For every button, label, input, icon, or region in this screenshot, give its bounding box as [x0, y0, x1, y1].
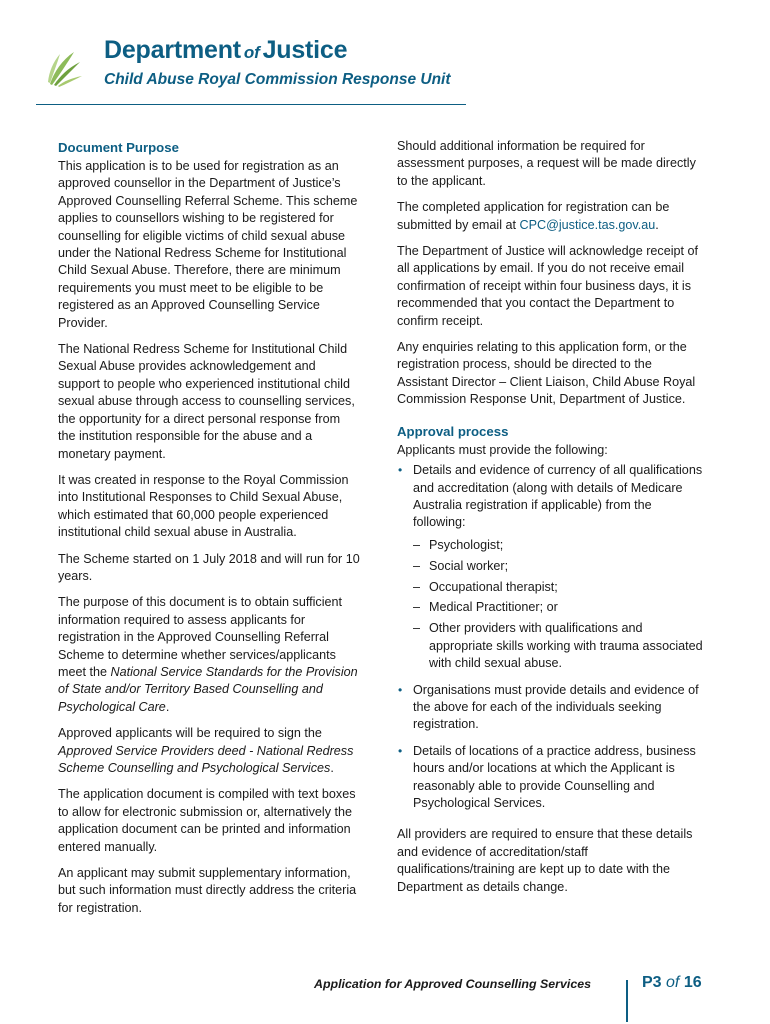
- dash-icon: –: [413, 579, 421, 594]
- submission-paragraph: The completed application for registration can be submitted by email at CPC@justice.tas.gov.au.: [397, 200, 670, 232]
- purpose-paragraph-7: The application document is compiled with text boxes to allow for electronic submission or, alternatively the application document can be printed and information entered manually.: [58, 787, 356, 854]
- list-item: • Details and evidence of currency of all qualifications and accreditation (along with details of Medicare Australia registration if applicable) from the following: – Psychologist; – Social worker; – Occupational therapist; – Medical Practitioner; or – Other providers with qualifications and appropriate skills working with trauma associated with child sexual abuse.: [397, 462, 704, 672]
- left-column: [58, 138, 360, 926]
- closing-paragraph: All providers are required to ensure that these details and evidence of accreditation/staff qualifications/training are kept up to date with the Department as details change.: [397, 827, 693, 894]
- purpose-paragraph-6: Approved applicants will be required to sign the Approved Service Providers deed - National Redress Scheme Counselling and Psychological Services.: [58, 726, 354, 775]
- purpose-paragraph-8: An applicant may submit supplementary information, but such information must directly address the criteria for registration.: [58, 866, 357, 915]
- right-column: [397, 138, 704, 905]
- list-item: – Social worker;: [413, 558, 704, 575]
- purpose-paragraph-4: The Scheme started on 1 July 2018 and will run for 10 years.: [58, 551, 360, 583]
- purpose-paragraph-2: The National Redress Scheme for Institutional Child Sexual Abuse provides acknowledgement and support to people who experienced institutional child sexual abuse through access to counselling services, the opportunity for a direct personal response from the institution responsible for the abuse and a monetary payment.: [58, 342, 355, 461]
- dash-icon: –: [413, 600, 421, 615]
- header-divider: [36, 104, 466, 105]
- approval-intro: Applicants must provide the following:: [397, 442, 608, 457]
- email-link[interactable]: CPC@justice.tas.gov.au: [519, 217, 656, 232]
- list-item: • Organisations must provide details and evidence of the above for each of the individuals seeking registration.: [398, 682, 699, 732]
- list-item: • Details of locations of a practice address, business hours and/or locations at which the Applicant is reasonably able to provide Counselling and Psychological Services.: [398, 743, 696, 810]
- bullet-icon: •: [398, 682, 403, 697]
- list-item: – Psychologist;: [413, 537, 704, 554]
- approval-process-heading: Approval process: [397, 423, 509, 439]
- enquiries-paragraph: Any enquiries relating to this application form, or the registration process, should be directed to the Assistant Director – Client Liaison, Child Abuse Royal Commission Response Unit, Department of Justice.: [397, 340, 696, 407]
- bullet-icon: •: [398, 743, 403, 758]
- document-purpose-heading: Document Purpose: [58, 140, 179, 155]
- dash-icon: –: [413, 558, 421, 573]
- provider-types-list: [413, 537, 704, 673]
- list-item: – Medical Practitioner; or: [413, 599, 704, 616]
- unit-subtitle: Child Abuse Royal Commission Response Unit: [104, 71, 451, 88]
- dash-icon: –: [413, 537, 421, 552]
- footer-document-title: Application for Approved Counselling Services: [314, 977, 591, 991]
- department-title: Department of Justice: [104, 36, 348, 64]
- purpose-paragraph-5: The purpose of this document is to obtain sufficient information required to assess applicants for registration in the Approved Counselling Referral Scheme to determine whether services/applicants meet the National Service Standards for the Provision of State and/or Territory Based Counselling and Psychological Care.: [58, 595, 358, 714]
- purpose-paragraph-3: It was created in response to the Royal Commission into Institutional Responses to Child Sexual Abuse, which estimated that 60,000 people experienced institutional child sexual abuse in Australia.: [58, 472, 349, 540]
- list-item: – Occupational therapist;: [413, 579, 704, 596]
- info-paragraph-1: Should additional information be required for assessment purposes, a request will be made directly to the applicant.: [397, 139, 696, 188]
- purpose-paragraph-1: This application is to be used for registration as an approved counsellor in the Department of Justice’s Approved Counselling Referral Scheme. This scheme applies to counsellors wishing to be registered for counselling for eligible victims of child sexual abuse under the National Redress Scheme for Institutional Child Sexual Abuse. Therefore, there are minimum requirements you must meet to be eligible to be registered as an Approved Counselling Service Provider.: [58, 159, 358, 330]
- page-number: P3 of 16: [642, 974, 702, 991]
- bullet-icon: •: [398, 463, 403, 478]
- footer-divider: [626, 980, 628, 1022]
- acknowledgement-paragraph: The Department of Justice will acknowledge receipt of all applications by email. If you do not receive email confirmation of receipt within four business days, it is recommended that you contact the Department to confirm receipt.: [397, 244, 698, 328]
- list-item: – Other providers with qualifications and appropriate skills working with trauma associated with child sexual abuse.: [413, 621, 703, 671]
- dash-icon: –: [413, 621, 421, 636]
- requirements-list: [397, 462, 704, 812]
- leaves-logo-icon: [44, 48, 84, 88]
